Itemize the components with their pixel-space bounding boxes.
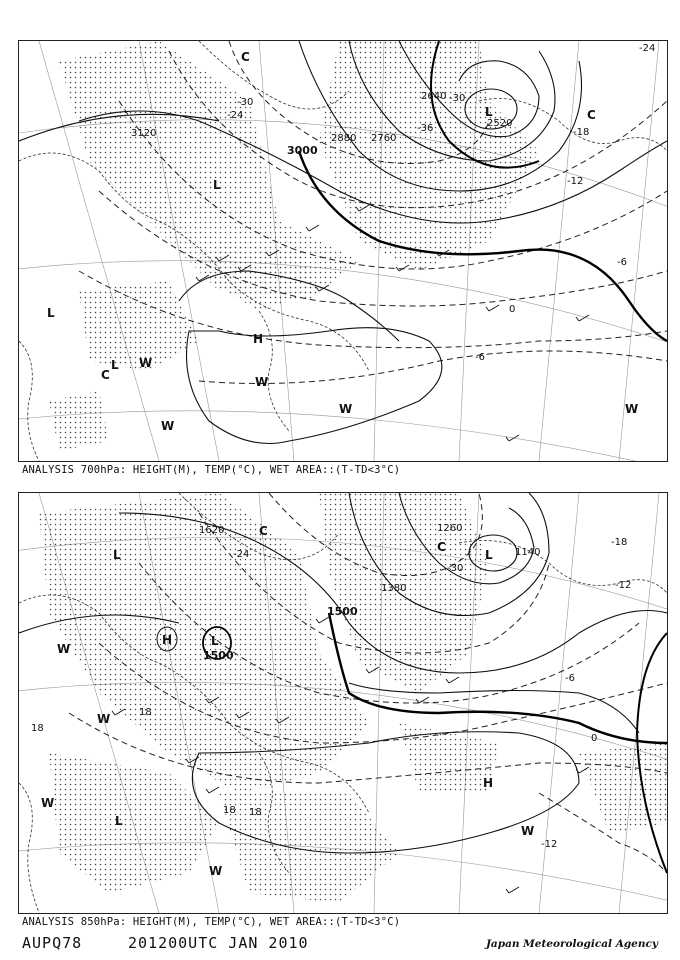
temp-label: -24 [233,549,250,560]
map-panel-850hpa [18,492,668,914]
map-panel-700hpa [18,40,668,462]
height-label: 1140 [515,547,541,558]
agency-name: Japan Meteorological Agency [485,938,658,950]
cold-symbol: C [101,368,110,382]
low-symbol: L [115,814,123,828]
temp-label: 18 [31,723,44,734]
warm-symbol: W [255,375,269,389]
height-label: 1380 [381,583,407,594]
panel-caption-850hpa: ANALYSIS 850hPa: HEIGHT(M), TEMP(°C), WET AREA::(T-TD<3°C) [22,916,401,928]
temp-label: 18 [223,805,236,816]
height-label: 3120 [131,128,157,139]
low-symbol: L [111,358,119,372]
temp-label: -30 [237,97,254,108]
temp-label: -30 [449,93,466,104]
map-850hpa-svg [19,493,667,913]
wet-areas [49,41,539,451]
height-label: 1260 [437,523,463,534]
temp-label: -6 [565,673,575,684]
height-label: 2520 [487,118,513,129]
warm-symbol: W [161,419,175,433]
low-symbol: L [211,634,219,648]
warm-symbol: W [209,864,223,878]
low-symbol: L [485,105,493,119]
temp-label: -12 [541,839,558,850]
height-label: 2760 [371,133,397,144]
temp-label: 18 [249,807,262,818]
warm-symbol: W [41,796,55,810]
temp-label: 18 [139,707,152,718]
height-label: 1500 [203,649,234,662]
temp-label: -30 [447,563,464,574]
high-symbol: H [483,776,494,790]
high-symbol: H [253,332,264,346]
high-symbol: H [162,633,173,647]
height-label: 1500 [327,605,358,618]
chart-code: AUPQ78 [22,934,83,952]
map-700hpa-svg [19,41,667,461]
temp-label: -18 [611,537,628,548]
wet-areas [39,493,667,903]
cold-symbol: C [259,524,268,538]
temp-label: -6 [475,352,485,363]
temp-label: -12 [615,580,632,591]
cold-symbol: C [587,108,596,122]
height-label: 2880 [331,133,357,144]
temp-label: -18 [573,127,590,138]
low-symbol: L [47,306,55,320]
height-label: 2640 [421,91,447,102]
temp-label: -12 [567,176,584,187]
warm-symbol: W [625,402,639,416]
warm-symbol: W [97,712,111,726]
valid-time: 201200UTC JAN 2010 [128,934,309,952]
temp-label: -24 [227,110,244,121]
warm-symbol: W [139,356,153,370]
cold-symbol: C [241,50,250,64]
warm-symbol: W [339,402,353,416]
temp-label: -6 [617,257,627,268]
low-symbol: L [485,548,493,562]
temp-label: 0 [509,304,516,315]
height-label: 1620 [199,525,225,536]
warm-symbol: W [57,642,71,656]
height-label: 3000 [287,144,318,157]
low-symbol: L [113,548,121,562]
warm-symbol: W [521,824,535,838]
low-symbol: L [213,178,221,192]
panel-caption-700hpa: ANALYSIS 700hPa: HEIGHT(M), TEMP(°C), WET AREA::(T-TD<3°C) [22,464,401,476]
temp-label: 0 [591,733,598,744]
temp-label: -36 [417,123,434,134]
cold-symbol: C [437,540,446,554]
temp-label: -24 [639,43,656,54]
